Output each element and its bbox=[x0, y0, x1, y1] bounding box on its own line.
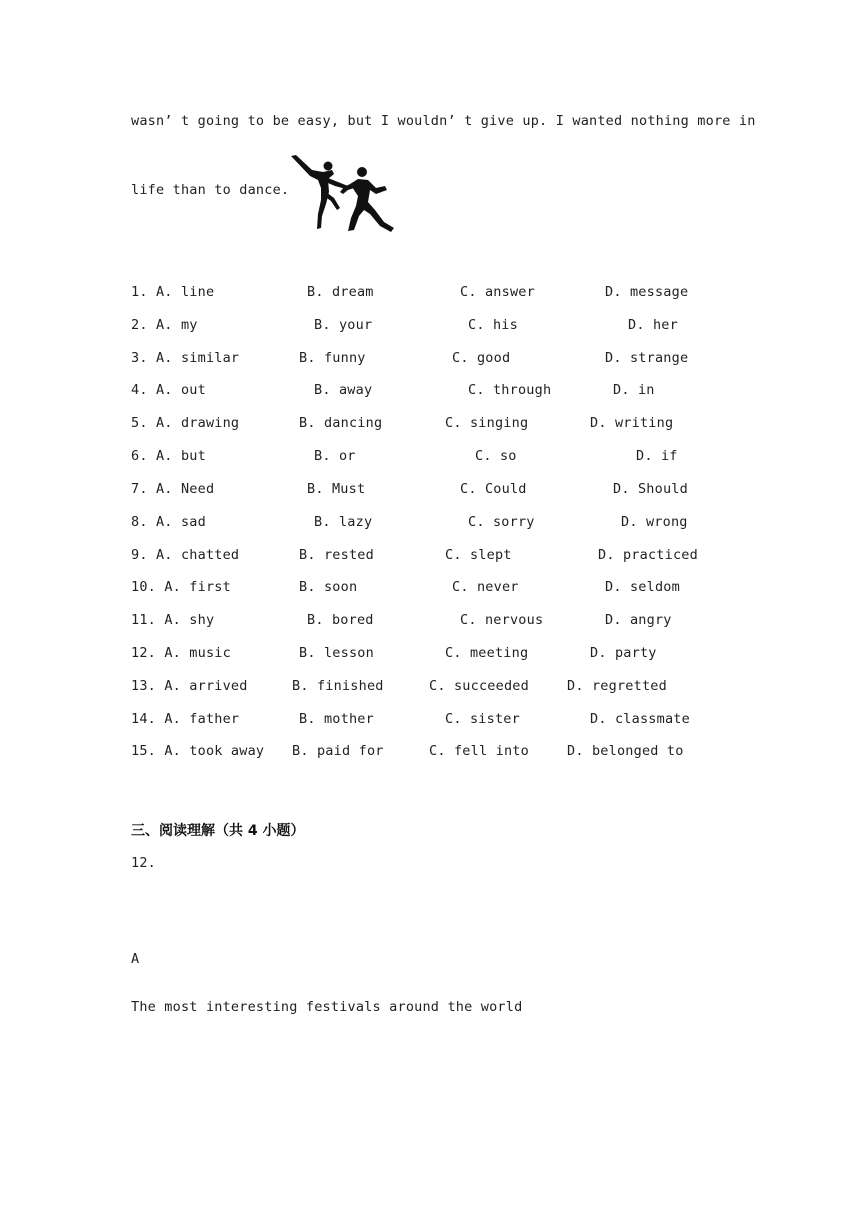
option-d: D. angry bbox=[605, 612, 672, 628]
option-a-text: A. drawing bbox=[155, 415, 240, 431]
option-a-text: A. line bbox=[155, 284, 215, 300]
option-b: B. or bbox=[314, 448, 356, 464]
option-b: B. Must bbox=[307, 481, 366, 497]
question-row bbox=[131, 514, 751, 534]
option-d: D. message bbox=[605, 284, 689, 300]
option-c: C. answer bbox=[460, 284, 535, 300]
question-row bbox=[131, 743, 751, 763]
question-number: 12. bbox=[131, 645, 156, 661]
question-number-label: 12. bbox=[131, 855, 156, 871]
option-b: B. rested bbox=[299, 547, 374, 563]
option-a-text: A. chatted bbox=[155, 547, 240, 563]
question-row bbox=[131, 547, 751, 567]
option-b: B. dream bbox=[307, 284, 374, 300]
option-b: B. paid for bbox=[292, 743, 384, 759]
option-d: D. practiced bbox=[598, 547, 698, 563]
option-a bbox=[131, 284, 214, 300]
option-a-text: A. father bbox=[164, 711, 240, 727]
option-a bbox=[131, 481, 214, 497]
question-number: 8. bbox=[131, 514, 148, 530]
question-number: 3. bbox=[131, 350, 148, 366]
question-row bbox=[131, 612, 751, 632]
option-d: D. her bbox=[628, 317, 678, 333]
option-b: B. soon bbox=[299, 579, 358, 595]
passage-line-1: wasn’ t going to be easy, but I wouldn’ t give up. I wanted nothing more in bbox=[131, 113, 756, 129]
question-number: 5. bbox=[131, 415, 148, 431]
option-d: D. regretted bbox=[567, 678, 667, 694]
option-c: C. sister bbox=[445, 711, 520, 727]
option-a bbox=[131, 743, 264, 759]
option-c: C. so bbox=[475, 448, 517, 464]
option-a-text: A. my bbox=[155, 317, 198, 333]
option-d: D. wrong bbox=[621, 514, 688, 530]
option-c: C. nervous bbox=[460, 612, 544, 628]
option-a bbox=[131, 415, 239, 431]
question-number: 4. bbox=[131, 382, 148, 398]
option-b: B. away bbox=[314, 382, 373, 398]
question-number: 15. bbox=[131, 743, 156, 759]
option-a bbox=[131, 514, 206, 530]
question-row bbox=[131, 579, 751, 599]
option-a-text: A. out bbox=[155, 382, 206, 398]
part-label: A bbox=[131, 951, 140, 967]
option-a bbox=[131, 448, 206, 464]
option-b: B. mother bbox=[299, 711, 374, 727]
option-b: B. lazy bbox=[314, 514, 373, 530]
option-b: B. dancing bbox=[299, 415, 383, 431]
passage-line-2: life than to dance. bbox=[131, 182, 290, 198]
question-row bbox=[131, 350, 751, 370]
question-row bbox=[131, 678, 751, 698]
option-a-text: A. sad bbox=[155, 514, 206, 530]
option-c: C. succeeded bbox=[429, 678, 529, 694]
option-c: C. Could bbox=[460, 481, 527, 497]
option-d: D. classmate bbox=[590, 711, 690, 727]
option-a bbox=[131, 579, 231, 595]
option-a bbox=[131, 612, 214, 628]
question-number: 11. bbox=[131, 612, 156, 628]
option-a-text: A. Need bbox=[155, 481, 215, 497]
option-d: D. belonged to bbox=[567, 743, 684, 759]
option-a-text: A. took away bbox=[164, 743, 265, 759]
section-heading: 三、阅读理解（共 4 小题） bbox=[131, 823, 305, 839]
option-d: D. writing bbox=[590, 415, 674, 431]
option-d: D. seldom bbox=[605, 579, 680, 595]
question-row bbox=[131, 284, 751, 304]
question-row bbox=[131, 448, 751, 468]
option-d: D. if bbox=[636, 448, 678, 464]
question-number: 10. bbox=[131, 579, 156, 595]
option-a bbox=[131, 547, 239, 563]
option-c: C. his bbox=[468, 317, 518, 333]
question-row bbox=[131, 481, 751, 501]
question-number: 9. bbox=[131, 547, 148, 563]
option-d: D. Should bbox=[613, 481, 688, 497]
option-a bbox=[131, 645, 231, 661]
option-b: B. lesson bbox=[299, 645, 374, 661]
question-number: 6. bbox=[131, 448, 148, 464]
option-a-text: A. first bbox=[164, 579, 231, 595]
dancing-couple-silhouette-icon bbox=[288, 152, 400, 234]
option-a-text: A. shy bbox=[164, 612, 215, 628]
question-row bbox=[131, 317, 751, 337]
option-b: B. funny bbox=[299, 350, 366, 366]
option-c: C. never bbox=[452, 579, 519, 595]
option-a-text: A. but bbox=[155, 448, 206, 464]
option-b: B. finished bbox=[292, 678, 384, 694]
option-b: B. bored bbox=[307, 612, 374, 628]
question-number: 13. bbox=[131, 678, 156, 694]
option-c: C. fell into bbox=[429, 743, 529, 759]
option-a bbox=[131, 711, 239, 727]
option-a bbox=[131, 317, 198, 333]
question-row bbox=[131, 711, 751, 731]
question-row bbox=[131, 645, 751, 665]
option-a-text: A. music bbox=[164, 645, 231, 661]
option-c: C. through bbox=[468, 382, 552, 398]
question-number: 14. bbox=[131, 711, 156, 727]
option-c: C. singing bbox=[445, 415, 529, 431]
option-a bbox=[131, 678, 248, 694]
option-d: D. party bbox=[590, 645, 657, 661]
question-number: 7. bbox=[131, 481, 148, 497]
option-d: D. in bbox=[613, 382, 655, 398]
option-c: C. slept bbox=[445, 547, 512, 563]
option-a-text: A. arrived bbox=[164, 678, 248, 694]
option-c: C. good bbox=[452, 350, 511, 366]
option-d: D. strange bbox=[605, 350, 689, 366]
question-number: 2. bbox=[131, 317, 148, 333]
question-row bbox=[131, 382, 751, 402]
option-a bbox=[131, 350, 239, 366]
article-title: The most interesting festivals around the world bbox=[131, 999, 523, 1015]
option-a-text: A. similar bbox=[155, 350, 240, 366]
question-row bbox=[131, 415, 751, 435]
option-b: B. your bbox=[314, 317, 373, 333]
question-number: 1. bbox=[131, 284, 148, 300]
option-a bbox=[131, 382, 206, 398]
option-c: C. meeting bbox=[445, 645, 529, 661]
option-c: C. sorry bbox=[468, 514, 535, 530]
